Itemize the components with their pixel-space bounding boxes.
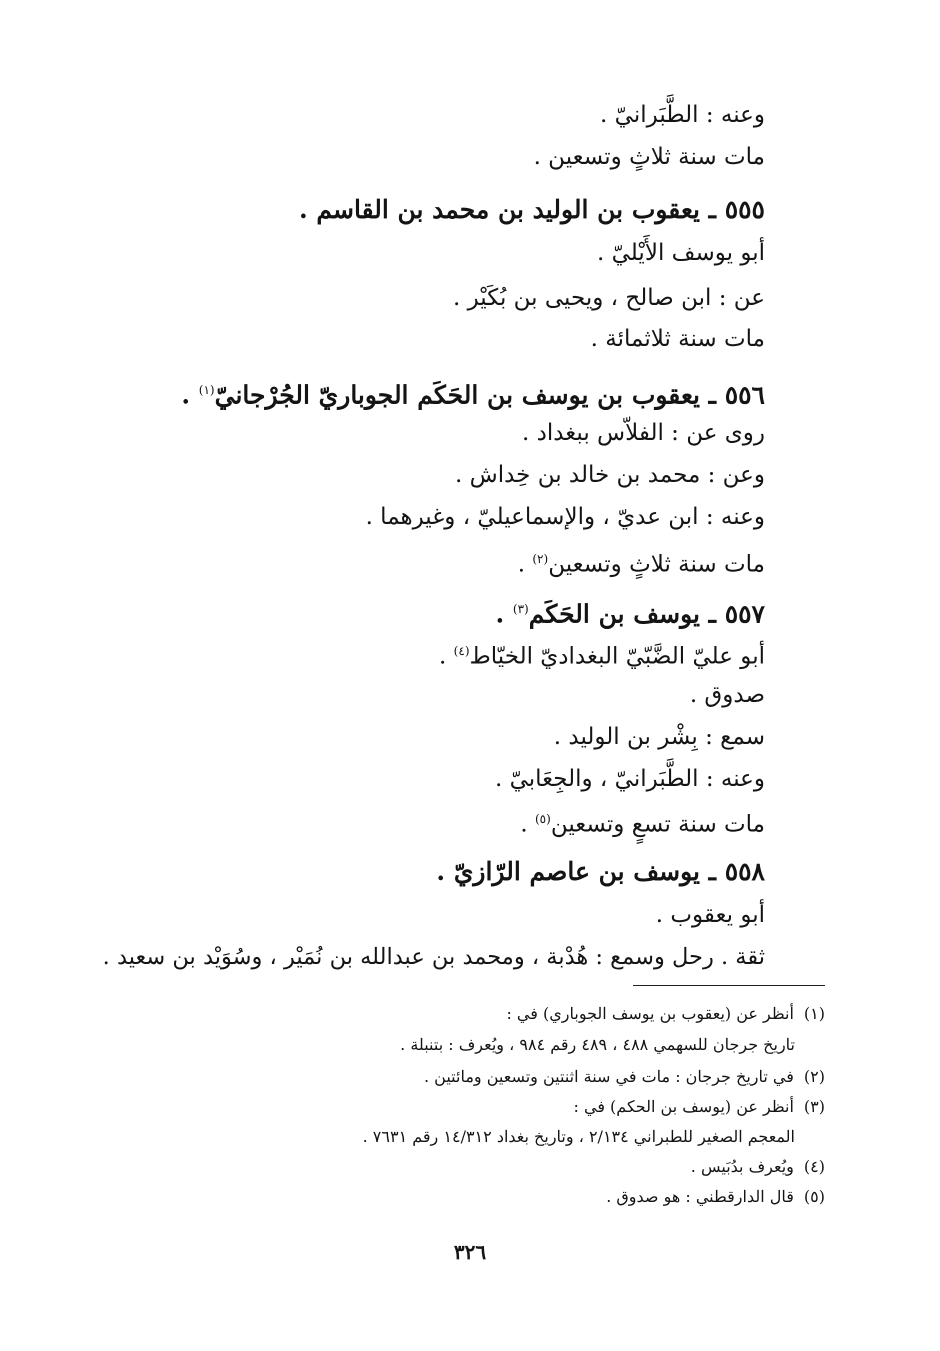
footnote-2 bbox=[424, 1066, 825, 1088]
footnote-number: (٥) bbox=[803, 1187, 825, 1206]
text-line: روى عن : الفلاّس ببغداد . bbox=[521, 420, 765, 446]
entry-heading-556 bbox=[181, 373, 765, 412]
text-line: مات سنة ثلاثمائة . bbox=[590, 326, 765, 352]
footnote-marker: (٥) bbox=[534, 812, 551, 826]
text-line: أبو يعقوب . bbox=[655, 902, 765, 928]
footnote-divider bbox=[633, 985, 825, 986]
footnote-text: قال الدارقطني : هو صدوق . bbox=[606, 1187, 794, 1206]
line-end: . bbox=[439, 643, 454, 670]
footnote-marker: (٤) bbox=[453, 644, 470, 658]
line-text: مات سنة ثلاثٍ وتسعين bbox=[548, 551, 765, 578]
text-line bbox=[520, 802, 765, 842]
footnote-number: (١) bbox=[803, 1004, 825, 1023]
footnote-1-continuation: تاريخ جرجان للسهمي ٤٨٨ ، ٤٨٩ رقم ٩٨٤ ، ويُعرف : بتنبلة . bbox=[400, 1035, 795, 1054]
footnote-text: أنظر عن (يوسف بن الحكم) في : bbox=[573, 1097, 794, 1116]
line-end: . bbox=[520, 811, 535, 838]
footnote-text: في تاريخ جرجان : مات في سنة اثنتين وتسعين ومائتين . bbox=[424, 1067, 794, 1086]
footnote-marker: (٢) bbox=[532, 552, 549, 566]
footnote-5 bbox=[606, 1186, 825, 1208]
heading-text: ٥٥٧ ـ يوسف بن الحَكَم bbox=[528, 599, 765, 629]
heading-end: . bbox=[495, 599, 513, 629]
entry-heading-557 bbox=[495, 592, 765, 631]
entry-heading-555: ٥٥٥ ـ يعقوب بن الوليد بن محمد بن القاسم . bbox=[298, 195, 765, 224]
heading-end: . bbox=[181, 380, 199, 410]
entry-heading-558: ٥٥٨ ـ يوسف بن عاصم الرّازيّ . bbox=[436, 857, 765, 886]
text-line: ثقة . رحل وسمع : هُدْبة ، ومحمد بن عبدالله بن نُمَيْر ، وسُوَيْد بن سعيد . bbox=[102, 944, 765, 970]
text-line: سمع : بِشْر بن الوليد . bbox=[553, 724, 765, 750]
footnote-text: أنظر عن (يعقوب بن يوسف الجوباري) في : bbox=[506, 1004, 794, 1023]
text-line: أبو يوسف الأَيْليّ . bbox=[597, 240, 765, 266]
text-line: عن : ابن صالح ، ويحيى بن بُكَيْر . bbox=[452, 285, 765, 311]
footnote-4 bbox=[691, 1156, 825, 1178]
text-line: وعنه : الطَّبَرانيّ . bbox=[600, 102, 765, 128]
text-line: وعن : محمد بن خالد بن خِداش . bbox=[455, 462, 765, 488]
footnote-number: (٣) bbox=[803, 1097, 825, 1116]
text-line bbox=[439, 634, 765, 674]
footnote-text: ويُعرف بدُبَيس . bbox=[690, 1157, 794, 1176]
line-end: . bbox=[517, 551, 533, 578]
text-line: صدوق . bbox=[689, 682, 765, 708]
page-number: ٣٢٦ bbox=[453, 1240, 487, 1264]
footnote-number: (٤) bbox=[803, 1157, 825, 1176]
text-line: وعنه : الطَّبَرانيّ ، والجِعَابيّ . bbox=[494, 766, 765, 792]
footnote-3-continuation: المعجم الصغير للطبراني ٢/١٣٤ ، وتاريخ بغداد ١٤/٣١٢ رقم ٧٦٣١ . bbox=[362, 1127, 795, 1146]
footnote-3 bbox=[574, 1096, 826, 1118]
footnote-1 bbox=[506, 1003, 825, 1025]
text-line: مات سنة ثلاثٍ وتسعين . bbox=[533, 144, 765, 170]
footnote-marker: (١) bbox=[198, 383, 215, 397]
line-text: أبو عليّ الضَّبّيّ البغداديّ الخيّاط bbox=[469, 643, 765, 670]
footnote-marker: (٣) bbox=[512, 602, 529, 616]
heading-text: ٥٥٦ ـ يعقوب بن يوسف بن الحَكَم الجوباريّ الجُرْجانيّ bbox=[214, 380, 765, 410]
line-text: مات سنة تسعٍ وتسعين bbox=[550, 811, 765, 838]
text-line: وعنه : ابن عديّ ، والإسماعيليّ ، وغيرهما . bbox=[365, 504, 765, 530]
footnote-number: (٢) bbox=[803, 1067, 825, 1086]
text-line bbox=[518, 542, 765, 582]
